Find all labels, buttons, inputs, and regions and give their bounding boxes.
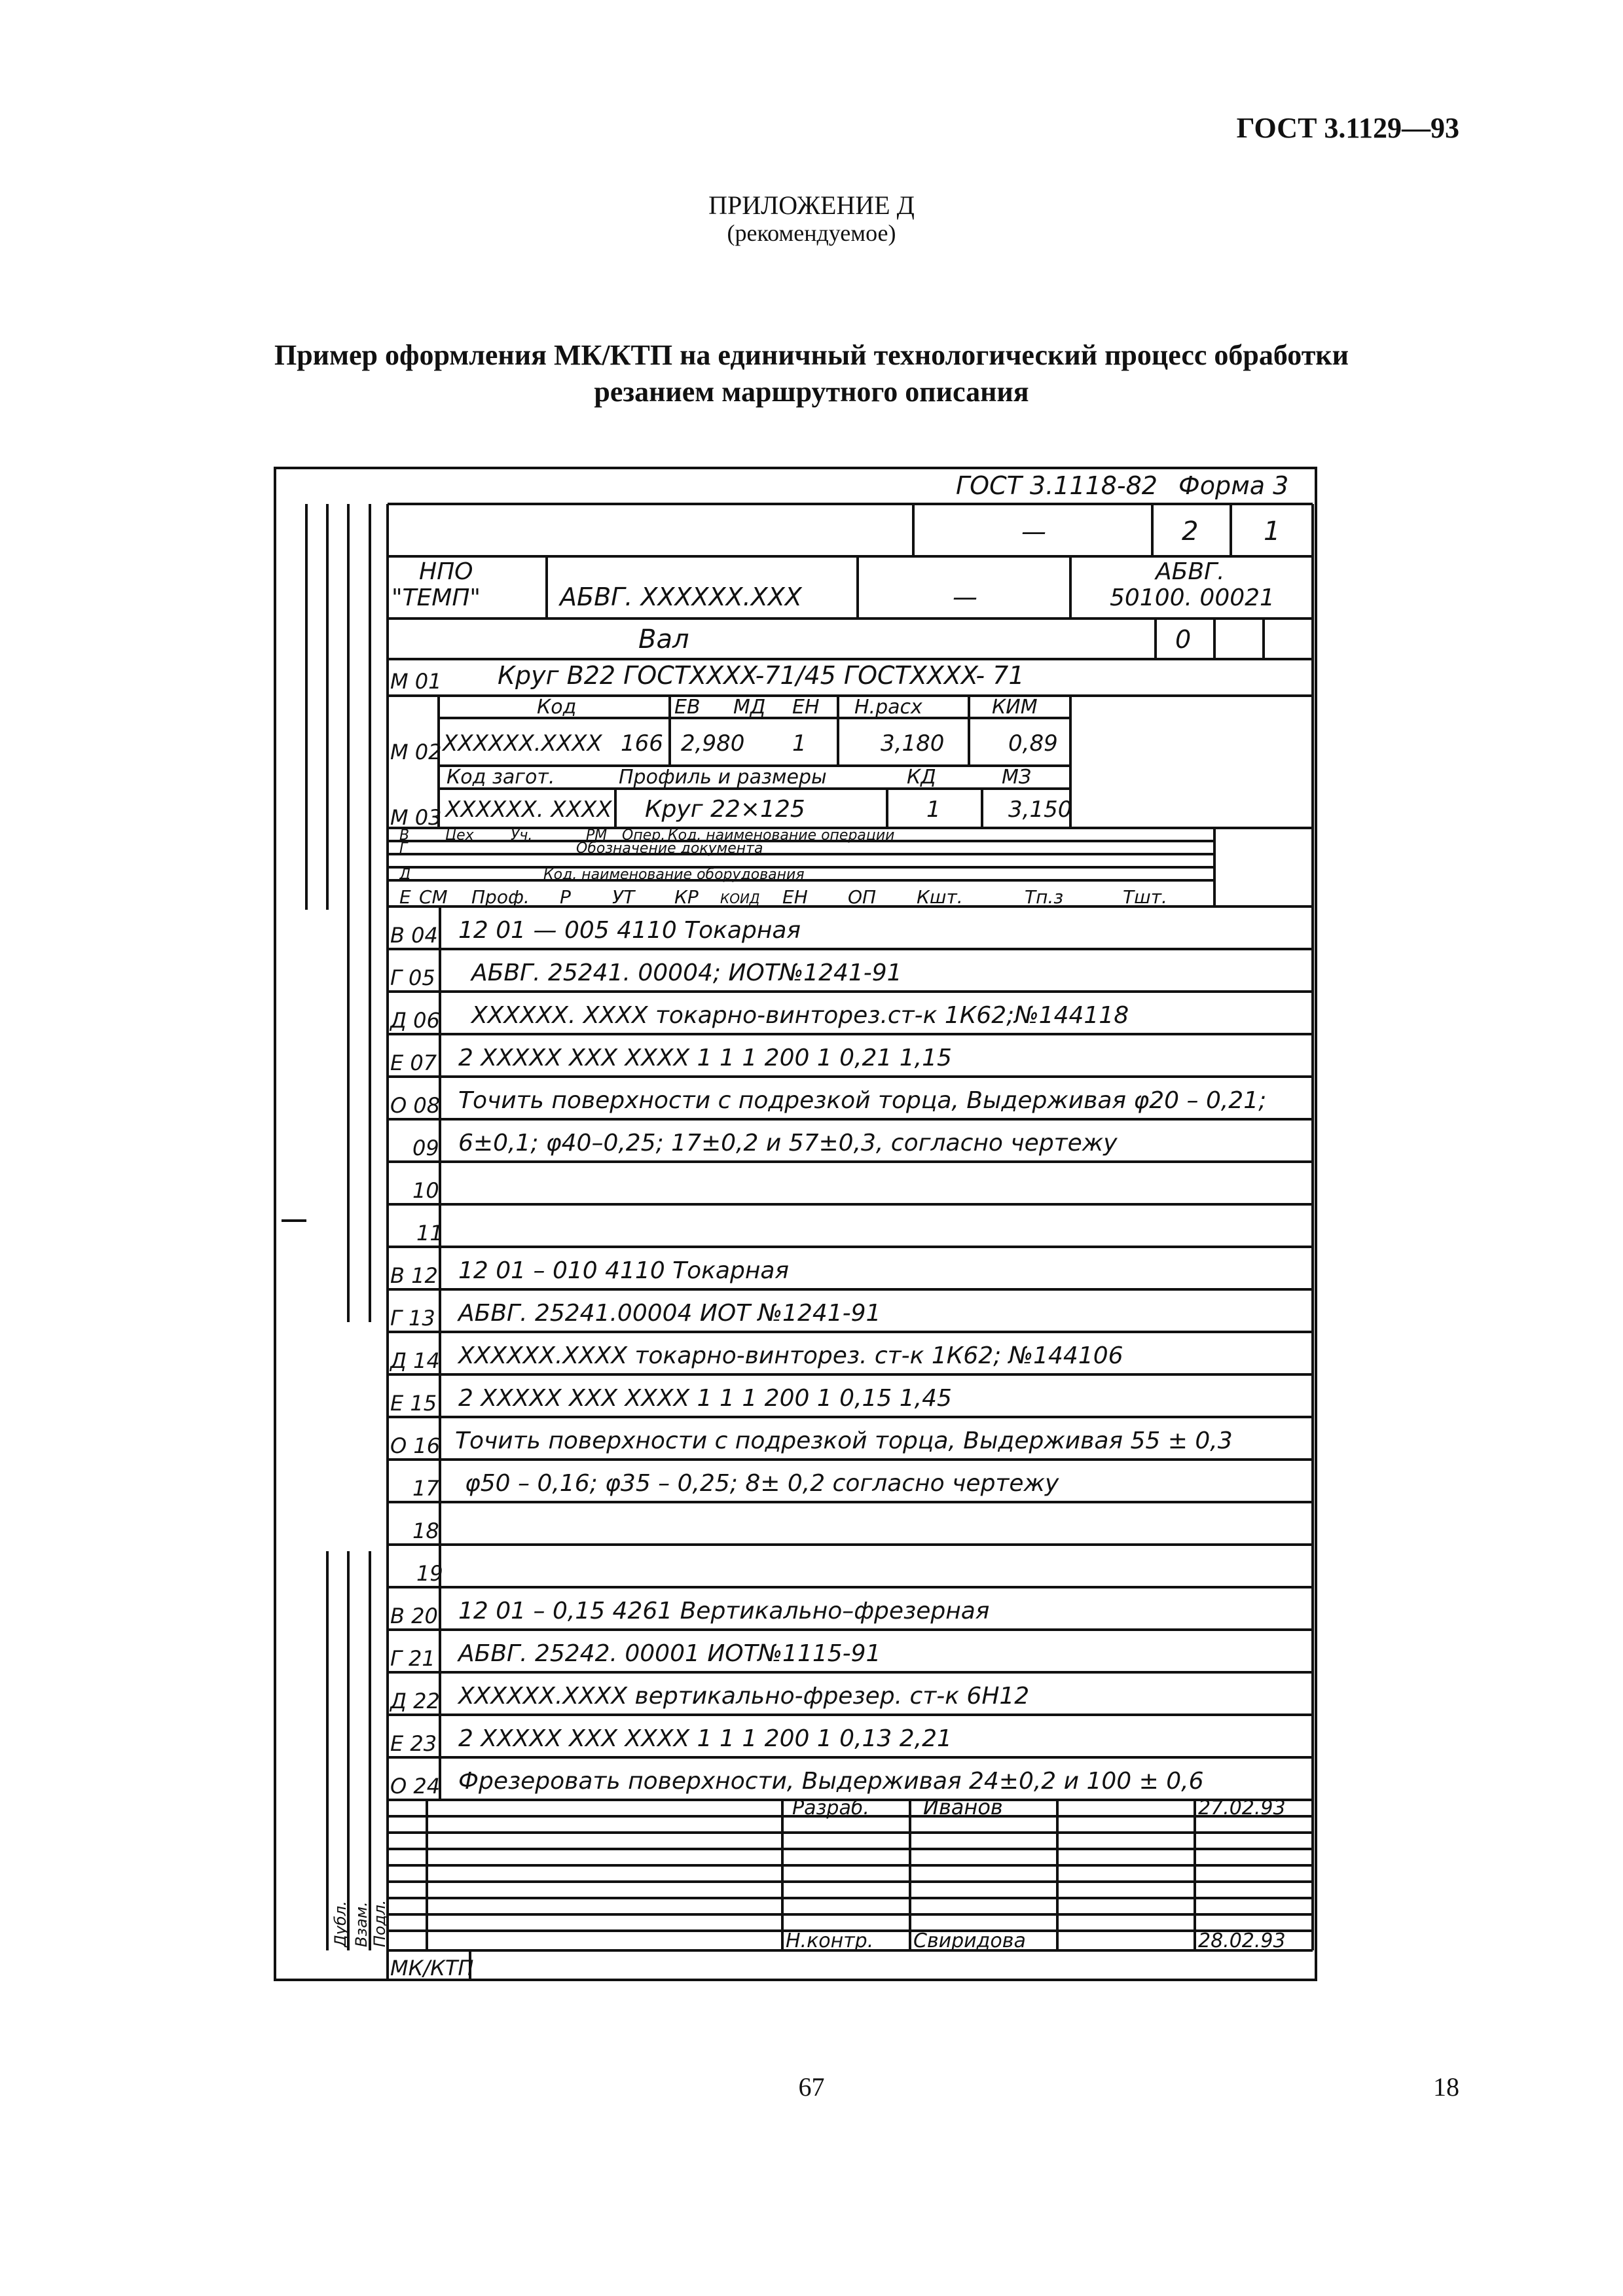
- row-label: 19: [416, 1561, 443, 1586]
- key-b-name: Код, наименование операции: [668, 827, 895, 844]
- m-header-blank-code: Код загот.: [447, 766, 555, 789]
- doc-type-label: МК/КТП: [390, 1956, 474, 1981]
- row-text: 2 XXXXX XXX XXXX 1 1 1 200 1 0,13 2,21: [458, 1725, 952, 1752]
- m02-ev: 166: [621, 730, 663, 757]
- controller-label: Н.контр.: [786, 1929, 874, 1952]
- side-label-podl: Подл.: [371, 1899, 389, 1947]
- controller-date: 28.02.93: [1198, 1929, 1286, 1952]
- row-label: О 08: [390, 1093, 441, 1118]
- row-label: 18: [412, 1518, 439, 1543]
- row-text: 2 XXXXX XXX XXXX 1 1 1 200 1 0,15 1,45: [458, 1385, 952, 1412]
- form-number: Форма 3: [1178, 471, 1289, 500]
- m03-kd: 1: [926, 797, 941, 823]
- row-text: Точить поверхности с подрезкой торца, Выдерживая φ20 – 0,21;: [458, 1087, 1267, 1114]
- caption-line-2: резанием маршрутного описания: [594, 376, 1029, 408]
- row-text: АБВГ. 25242. 00001 ИОТ№1115-91: [458, 1640, 881, 1667]
- row-label: Е 07: [390, 1050, 437, 1075]
- row-label: О 16: [390, 1433, 441, 1458]
- row-label: В 20: [390, 1604, 438, 1628]
- row-label: Е 23: [390, 1731, 437, 1756]
- row-label: 11: [416, 1221, 443, 1246]
- dash-cell: —: [1021, 517, 1046, 546]
- m-header-nrash: Н.расх: [854, 696, 922, 719]
- key-b-shop: Цех: [445, 827, 474, 844]
- m-header-profile: Профиль и размеры: [619, 766, 827, 789]
- appendix-title: ПРИЛОЖЕНИЕ Д: [708, 190, 915, 220]
- row-label: 17: [412, 1476, 439, 1501]
- key-e-tsht: Тшт.: [1123, 886, 1167, 908]
- code-line-1: АБВГ.: [1156, 558, 1225, 585]
- side-label-vzam: Взам.: [352, 1901, 371, 1947]
- key-e-kst: Кшт.: [917, 886, 963, 908]
- row-label: В 04: [390, 923, 438, 948]
- row-label: М 03: [390, 805, 442, 830]
- m03-mz: 3,150: [1008, 797, 1072, 823]
- m-header-kim: КИМ: [992, 696, 1038, 719]
- row-label: Г 21: [390, 1646, 435, 1671]
- m02-kim: 0,89: [1008, 730, 1058, 757]
- row-text: φ50 – 0,16; φ35 – 0,25; 8± 0,2 согласно чертежу: [465, 1470, 1059, 1497]
- row-label: 09: [412, 1136, 439, 1160]
- key-g: Г: [399, 840, 408, 857]
- key-e-tpz: Тп.з: [1025, 886, 1064, 908]
- row-label: Г 13: [390, 1306, 435, 1331]
- row-text: 12 01 — 005 4110 Токарная: [458, 917, 801, 944]
- key-b-section: Уч.: [511, 827, 533, 844]
- row-text: XXXXXX.XXXX токарно-винторез. ст-к 1К62; №144106: [458, 1342, 1123, 1369]
- dash-cell-2: —: [953, 583, 977, 611]
- row-label: В 12: [390, 1263, 438, 1288]
- material-m01: Круг В22 ГОСТXXXX-71/45 ГОСТXXXX- 71: [498, 661, 1025, 690]
- part-flag: 0: [1175, 625, 1192, 654]
- key-b: В: [399, 827, 410, 844]
- appendix-subtitle: (рекомендуемое): [727, 220, 896, 246]
- m03-code: XXXXXX. XXXX: [445, 797, 612, 823]
- row-text: XXXXXX.XXXX вертикально-фрезер. ст-к 6Н12: [458, 1683, 1030, 1710]
- row-text: АБВГ. 25241. 00004; ИОТ№1241-91: [471, 960, 902, 986]
- m-header-kd: КД: [907, 766, 936, 789]
- row-label: Г 05: [390, 965, 435, 990]
- page-number: 67: [798, 2072, 825, 2102]
- row-text: 6±0,1; φ40–0,25; 17±0,2 и 57±0,3, согласно чертежу: [458, 1130, 1118, 1157]
- key-b-oper: Опер.: [622, 827, 666, 844]
- key-e-kr: КР: [674, 886, 699, 908]
- data-row-lines: [388, 949, 1313, 1800]
- row-text: Фрезеровать поверхности, Выдерживая 24±0,2 и 100 ± 0,6: [458, 1768, 1204, 1795]
- m02-code: XXXXXX.XXXX: [443, 730, 602, 757]
- m02-nrash: 3,180: [881, 730, 945, 757]
- row-label: О 24: [390, 1774, 441, 1799]
- row-text: 2 XXXXX XXX XXXX 1 1 1 200 1 0,21 1,15: [458, 1045, 952, 1071]
- standard-header: ГОСТ 3.1129—93: [1236, 112, 1459, 144]
- row-label: Д 22: [390, 1689, 440, 1713]
- m-header-ev: ЕВ: [674, 696, 701, 719]
- sheet-number-footer: 18: [1433, 2072, 1459, 2102]
- caption-line-1: Пример оформления МК/КТП на единичный технологический процесс обработки: [274, 339, 1349, 371]
- side-label-dubl: Дубл.: [331, 1901, 350, 1947]
- key-e: Е: [399, 886, 411, 908]
- row-label: М 01: [390, 669, 442, 694]
- form-ref: ГОСТ 3.1118-82: [956, 471, 1158, 500]
- sheet-number: 1: [1264, 516, 1281, 547]
- controller-name: Свиридова: [913, 1929, 1026, 1952]
- key-e-en: ЕН: [782, 886, 808, 908]
- m02-md: 2,980: [681, 730, 745, 757]
- org-line-2: "ТЕМП": [392, 584, 481, 611]
- row-text: 12 01 – 010 4110 Токарная: [458, 1257, 790, 1284]
- m-header-code: Код: [537, 696, 577, 719]
- m02-en: 1: [792, 730, 807, 757]
- key-d-text: Код, наименование оборудования: [543, 867, 805, 883]
- developer-label: Разраб.: [792, 1797, 869, 1820]
- org-line-1: НПО: [419, 558, 473, 585]
- key-d: Д: [399, 867, 411, 883]
- key-b-rm: РМ: [586, 827, 608, 844]
- m03-profile: Круг 22×125: [645, 796, 805, 823]
- code-line-2: 50100. 00021: [1110, 584, 1275, 611]
- doc-code: АБВГ. XXXXXX.XXX: [560, 583, 802, 611]
- row-text: 12 01 – 0,15 4261 Вертикально–фрезерная: [458, 1598, 990, 1624]
- row-label: Д 14: [390, 1348, 440, 1373]
- key-e-r: Р: [560, 886, 571, 908]
- key-e-prof: Проф.: [471, 886, 530, 908]
- developer-name: Иванов: [923, 1795, 1003, 1820]
- m-header-en: ЕН: [792, 696, 820, 719]
- developer-date: 27.02.93: [1198, 1797, 1286, 1820]
- row-label: Е 15: [390, 1391, 437, 1416]
- row-text: Точить поверхности с подрезкой торца, Выдерживая 55 ± 0,3: [455, 1427, 1233, 1454]
- row-text: XXXXXX. XXXX токарно-винторез.ст-к 1К62;№144118: [471, 1002, 1129, 1029]
- key-e-koid: КОИД: [720, 891, 760, 906]
- part-name: Вал: [638, 624, 689, 655]
- key-e-sm: СМ: [419, 886, 448, 908]
- key-g-text: Обозначение документа: [576, 840, 763, 857]
- sheets-total: 2: [1182, 516, 1199, 547]
- row-label: Д 06: [390, 1008, 440, 1033]
- key-e-ut: УТ: [612, 886, 635, 908]
- m-header-mz: МЗ: [1002, 766, 1032, 789]
- row-text: АБВГ. 25241.00004 ИОТ №1241-91: [458, 1300, 881, 1327]
- row-label: М 02: [390, 740, 442, 764]
- m-header-md: МД: [733, 696, 766, 719]
- row-label: 10: [412, 1178, 439, 1203]
- key-e-op: ОП: [848, 886, 877, 908]
